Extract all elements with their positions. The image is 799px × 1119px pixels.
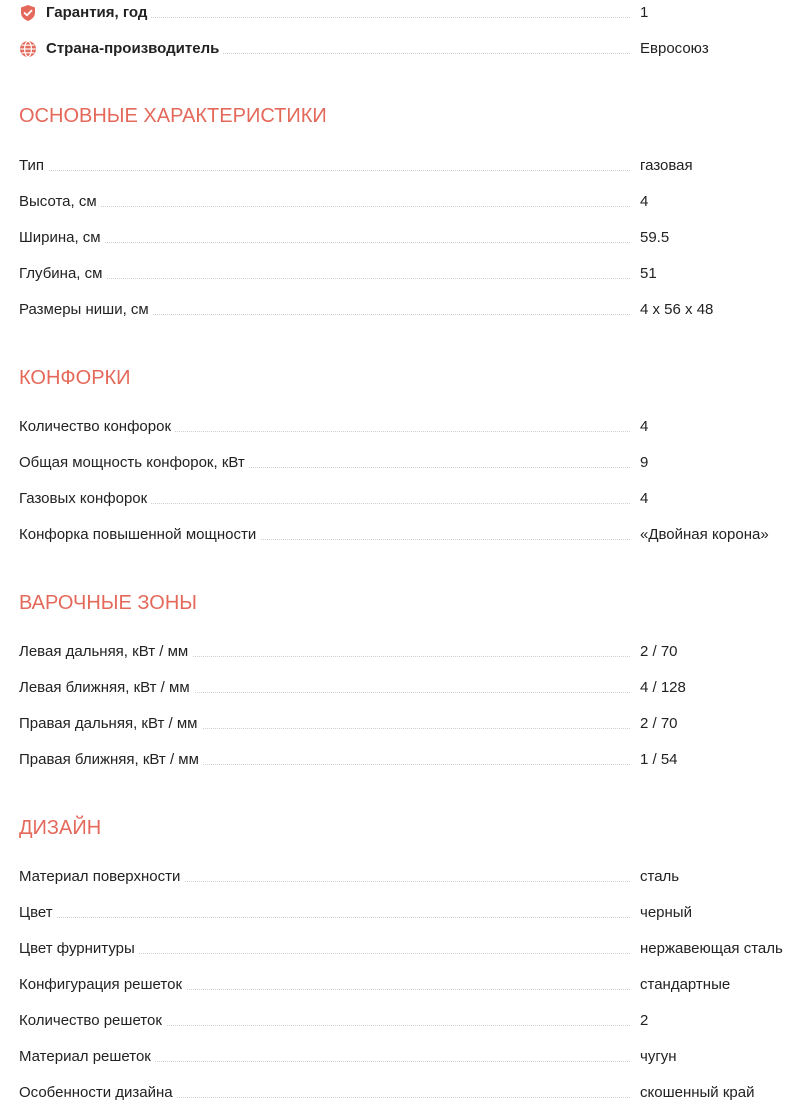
spec-value: «Двойная корона»: [640, 526, 769, 543]
section-title-main: ОСНОВНЫЕ ХАРАКТЕРИСТИКИ: [19, 105, 327, 127]
spec-row: [19, 453, 799, 473]
spec-label: Материал решеток: [19, 1047, 155, 1067]
spec-row: [19, 642, 799, 662]
spec-value: 9: [640, 454, 649, 471]
dotted-leader: [19, 206, 630, 207]
spec-label: Количество конфорок: [19, 417, 175, 437]
spec-label: Цвет фурнитуры: [19, 939, 139, 959]
spec-label: Тип: [19, 156, 48, 176]
spec-label: Правая дальняя, кВт / мм: [19, 714, 202, 734]
spec-row: [19, 192, 799, 212]
spec-row: [19, 228, 799, 248]
spec-row: [19, 867, 799, 887]
spec-label: Гарантия, год: [19, 3, 151, 23]
spec-label: Газовых конфорок: [19, 489, 151, 509]
section-title-cooking-zones: ВАРОЧНЫЕ ЗОНЫ: [19, 592, 197, 614]
spec-label: Материал поверхности: [19, 867, 184, 887]
spec-label: Количество решеток: [19, 1011, 166, 1031]
spec-value: стандартные: [640, 976, 731, 993]
spec-row: [19, 975, 799, 995]
spec-label: Ширина, см: [19, 228, 105, 248]
spec-label: Конфигурация решеток: [19, 975, 186, 995]
spec-row: [19, 264, 799, 284]
spec-row: [19, 903, 799, 923]
spec-value: 4: [640, 418, 649, 435]
spec-row: [19, 678, 799, 698]
spec-label: Страна-производитель: [19, 39, 223, 59]
spec-value: черный: [640, 904, 692, 921]
spec-value: 51: [640, 265, 657, 282]
spec-row: [19, 750, 799, 770]
spec-row: [19, 939, 799, 959]
spec-label: Особенности дизайна: [19, 1083, 177, 1103]
spec-row: [19, 1011, 799, 1031]
spec-value: нержавеющая сталь: [640, 940, 783, 957]
spec-row: [19, 489, 799, 509]
spec-value: сталь: [640, 868, 680, 885]
dotted-leader: [19, 242, 630, 243]
spec-row: [19, 300, 799, 320]
spec-label: Общая мощность конфорок, кВт: [19, 453, 249, 473]
spec-value: 2: [640, 1012, 649, 1029]
dotted-leader: [19, 170, 630, 171]
spec-label: Левая ближняя, кВт / мм: [19, 678, 194, 698]
spec-value: 4 x 56 x 48: [640, 301, 714, 318]
spec-row: [19, 417, 799, 437]
spec-value: 2 / 70: [640, 643, 678, 660]
spec-label: Глубина, см: [19, 264, 106, 284]
spec-value: 1 / 54: [640, 751, 678, 768]
dotted-leader: [19, 917, 630, 918]
spec-label: Левая дальняя, кВт / мм: [19, 642, 192, 662]
section-title-burners: КОНФОРКИ: [19, 367, 131, 389]
spec-label: Цвет: [19, 903, 57, 923]
spec-row: [19, 1083, 799, 1103]
spec-row: [19, 714, 799, 734]
spec-label: Высота, см: [19, 192, 101, 212]
spec-value: 1: [640, 4, 649, 21]
spec-row: [19, 156, 799, 176]
spec-value: Евросоюз: [640, 40, 709, 57]
shield-check-icon: [19, 4, 37, 22]
spec-value: чугун: [640, 1048, 677, 1065]
spec-value: 4: [640, 193, 649, 210]
spec-label: Правая ближняя, кВт / мм: [19, 750, 203, 770]
spec-value: 2 / 70: [640, 715, 678, 732]
spec-row: [19, 1047, 799, 1067]
section-title-design: ДИЗАЙН: [19, 817, 102, 839]
spec-value: 59.5: [640, 229, 670, 246]
globe-icon: [19, 40, 37, 58]
spec-label: Размеры ниши, см: [19, 300, 153, 320]
dotted-leader: [19, 278, 630, 279]
spec-value: скошенный край: [640, 1084, 755, 1101]
spec-value: газовая: [640, 157, 693, 174]
spec-row: [19, 525, 799, 545]
spec-row-warranty: [19, 3, 799, 23]
spec-row-country: [19, 39, 799, 59]
spec-value: 4 / 128: [640, 679, 686, 696]
spec-value: 4: [640, 490, 649, 507]
spec-label: Конфорка повышенной мощности: [19, 525, 260, 545]
